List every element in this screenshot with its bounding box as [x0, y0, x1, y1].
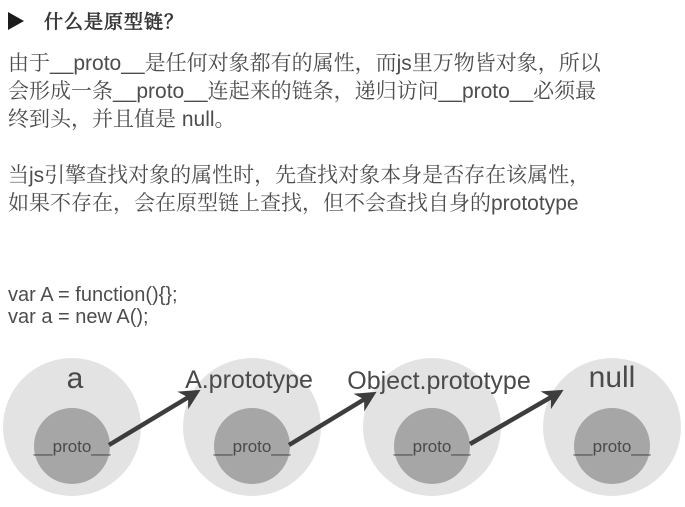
paragraph-line: 如果不存在，会在原型链上查找，但不会查找自身的prototype: [8, 192, 579, 215]
section-title: 什么是原型链？: [44, 12, 185, 33]
node-null: [543, 358, 681, 496]
node-a-label: a: [66, 362, 84, 395]
node-null-label: null: [588, 361, 636, 394]
code-line: var a = new A();: [8, 306, 149, 328]
node-a-prototype-label: A.prototype: [185, 366, 313, 394]
right-triangle-icon: [8, 12, 24, 30]
node-a-proto-label: __proto__: [33, 437, 111, 456]
prototype-chain-diagram: [0, 350, 685, 507]
node-a-prototype-proto-label: __proto__: [213, 437, 291, 456]
code-snippet: [8, 284, 178, 328]
paragraph-line: 会形成一条__proto__连起来的链条，递归访问__proto__必须最: [8, 80, 597, 103]
paragraph-line: 由于__proto__是任何对象都有的属性，而js里万物皆对象，所以: [8, 52, 601, 75]
paragraph-line: 终到头，并且值是 null。: [8, 108, 236, 131]
paragraph-line: 当js引擎查找对象的属性时，先查找对象本身是否存在该属性，: [8, 164, 591, 187]
node-null-proto-label: __proto__: [573, 437, 651, 456]
paragraph-proto-chain: [8, 50, 601, 134]
node-object-prototype-label: Object.prototype: [347, 367, 531, 395]
node-a-prototype: [183, 358, 321, 496]
code-line: var A = function(){};: [8, 284, 178, 306]
section-heading: [8, 7, 184, 34]
node-a: [3, 358, 141, 496]
paragraph-property-lookup: [8, 162, 590, 218]
node-object-prototype-proto-label: __proto__: [393, 437, 471, 456]
